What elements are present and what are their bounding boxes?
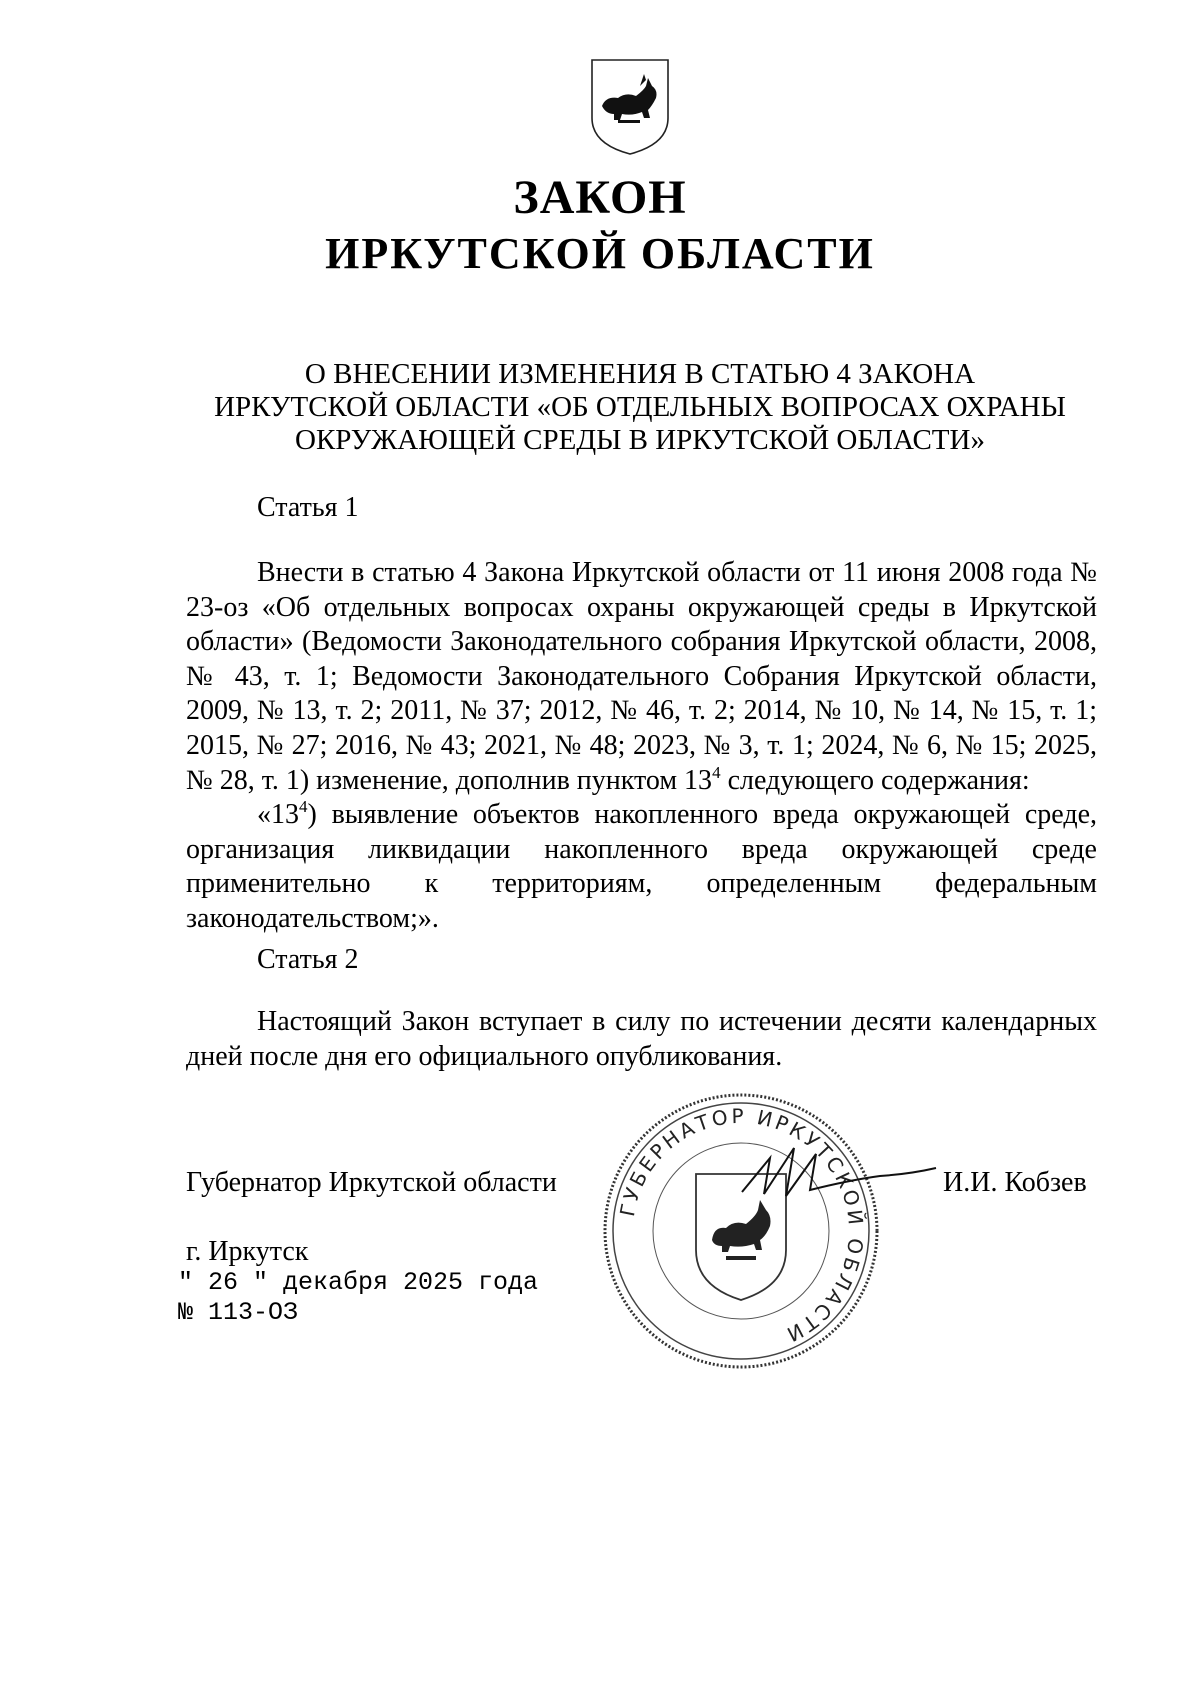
article-1-paragraph	[186, 556, 1097, 798]
new-point-paragraph	[186, 798, 1097, 936]
law-number: № 113-ОЗ	[178, 1298, 299, 1327]
law-subject	[180, 358, 1100, 457]
subject-line: ИРКУТСКОЙ ОБЛАСТИ «ОБ ОТДЕЛЬНЫХ ВОПРОСАХ ОХРАНЫ	[214, 391, 1066, 423]
superscript: 4	[712, 762, 721, 782]
superscript: 4	[299, 797, 308, 817]
article-1-body	[186, 556, 1097, 937]
document-type-title: ЗАКОН	[513, 171, 687, 224]
seal-text: ГУБЕРНАТОР ИРКУТСКОЙ ОБЛАСТИ	[614, 1103, 869, 1348]
signing-date: " 26 " декабря 2025 года	[178, 1268, 539, 1297]
article-1-text: Внести в статью 4 Закона Иркутской области от 11 июня 2008 года № 23-оз «Об отдельных вопросах охраны окружающей среды в Иркутской области» (Ведомости Законодательного собрания Иркутской области, 2008, № 43, т. 1; Ведомости Законодательного Собрания Иркутской области, 2009, № 13, т. 2; 2011, № 37; 2012, № 46, т. 2; 2014, № 10, № 14, № 15, т. 1; 2015, № 27; 2016, № 43; 2021, № 48; 2023, № 3, т. 1; 2024, № 6, № 15; 2025, № 28, т. 1) изменение, дополнив пунктом 13	[186, 557, 1097, 796]
article-2-heading: Статья 2	[257, 944, 359, 975]
official-seal-icon	[600, 1090, 882, 1372]
subject-line: О ВНЕСЕНИИ ИЗМЕНЕНИЯ В СТАТЬЮ 4 ЗАКОНА	[304, 358, 976, 390]
handwritten-signature-icon	[740, 1140, 940, 1210]
article-2-body	[186, 1005, 1097, 1074]
article-2-paragraph: Настоящий Закон вступает в силу по истечении десяти календарных дней после дня его официального опубликования.	[186, 1006, 1097, 1072]
point-open: «13	[257, 799, 299, 831]
article-1-text-end: следующего содержания:	[720, 764, 1030, 796]
signer-name: И.И. Кобзев	[943, 1167, 1087, 1198]
subject-line: ОКРУЖАЮЩЕЙ СРЕДЫ В ИРКУТСКОЙ ОБЛАСТИ»	[295, 424, 985, 456]
signer-position: Губернатор Иркутской области	[186, 1167, 557, 1198]
issuer-title: ИРКУТСКОЙ ОБЛАСТИ	[325, 229, 875, 278]
point-text: ) выявление объектов накопленного вреда окружающей среде, организация ликвидации накопленного вреда окружающей среде применительно к территориям, определенным федеральным законодательством;».	[186, 799, 1097, 934]
article-1-heading: Статья 1	[257, 492, 359, 523]
coat-of-arms-icon	[588, 56, 672, 156]
place-of-signing: г. Иркутск	[186, 1236, 309, 1267]
